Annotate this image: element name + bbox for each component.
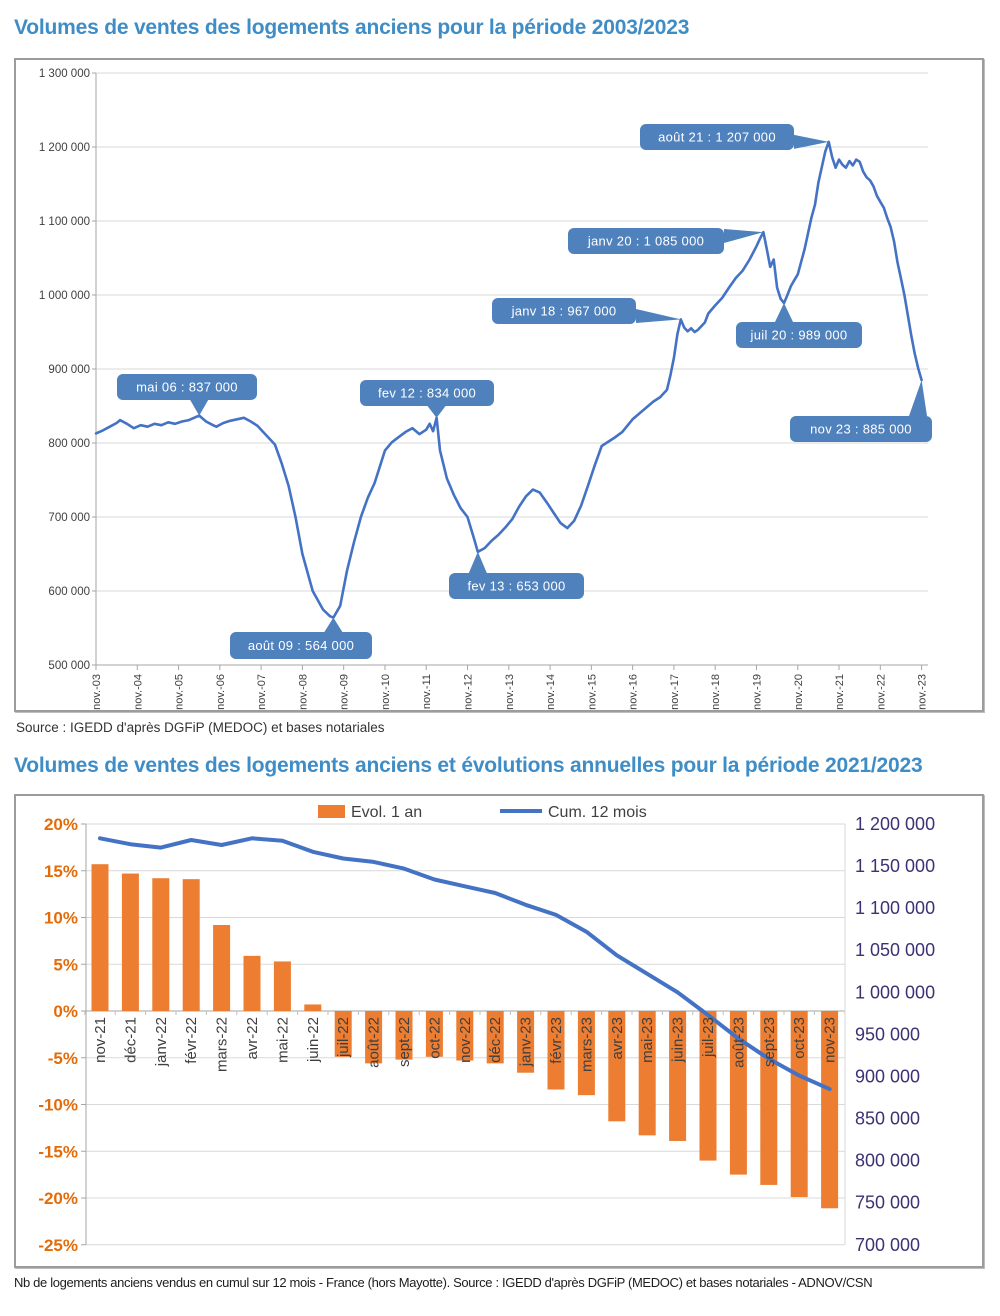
chart1-xtick: nov.-09 <box>338 674 351 710</box>
chart2-legend <box>318 804 647 821</box>
chart2-frame <box>14 794 984 1268</box>
bar-févr-22 <box>183 879 200 1011</box>
chart2-xtick: févr-23 <box>548 1017 565 1064</box>
callout-label: mai 06 : 837 000 <box>136 379 238 395</box>
callout-pointer <box>324 618 342 632</box>
bar-avr-22 <box>244 956 261 1011</box>
callout-label: août 21 : 1 207 000 <box>658 129 776 145</box>
chart2-left-tick: 15% <box>43 861 78 881</box>
chart2-xtick: juin-22 <box>304 1017 322 1063</box>
chart1-callout <box>449 552 584 599</box>
chart1-xtick: nov.-06 <box>214 674 227 710</box>
chart1-annotations <box>117 124 932 659</box>
chart2-right-tick: 700 000 <box>855 1234 921 1255</box>
chart1-ytick: 500 000 <box>48 660 90 672</box>
chart2-left-tick: -20% <box>38 1189 78 1208</box>
chart2-category-labels <box>92 1017 839 1072</box>
chart1-callout <box>790 380 932 442</box>
chart2-right-tick: 1 000 000 <box>855 982 936 1003</box>
chart2-xtick: juil-22 <box>335 1017 353 1058</box>
chart2-xtick: mars-23 <box>578 1017 596 1073</box>
bar-nov-21 <box>92 864 109 1011</box>
chart2-left-tick: -25% <box>38 1235 78 1255</box>
callout-label: janv 20 : 1 085 000 <box>587 233 705 249</box>
chart2-xtick: juil-23 <box>700 1017 717 1058</box>
chart2-xtick: août-23 <box>730 1017 748 1068</box>
callout-pointer <box>909 380 927 416</box>
chart2-right-tick: 1 100 000 <box>855 898 936 919</box>
chart2-title: Volumes de ventes des logements anciens et évolutions annuelles pour la période 2021/2023 <box>14 754 923 777</box>
legend-label-cum: Cum. 12 mois <box>548 804 647 821</box>
chart1-xtick: nov.-22 <box>875 674 888 710</box>
legend-label-evol: Evol. 1 an <box>351 804 423 821</box>
bar-juin-22 <box>304 1004 321 1011</box>
chart1-xtick: nov.-18 <box>710 674 723 710</box>
chart1-source: Source : IGEDD d'après DGFiP (MEDOC) et bases notariales <box>16 720 385 735</box>
chart2-right-tick: 850 000 <box>855 1108 921 1129</box>
chart2-right-tick: 950 000 <box>855 1024 921 1045</box>
chart2-xtick: déc-22 <box>487 1017 505 1063</box>
chart2-xtick: déc-21 <box>122 1017 140 1063</box>
chart1-ytick: 900 000 <box>48 364 90 376</box>
chart2-left-tick: -5% <box>47 1048 78 1068</box>
chart2-canvas <box>16 796 982 1266</box>
callout-label: janv 18 : 967 000 <box>511 303 617 319</box>
callout-label: août 09 : 564 000 <box>247 638 355 654</box>
chart1-xtick: nov.-08 <box>297 674 310 710</box>
chart1-ytick: 600 000 <box>48 586 90 598</box>
chart2-xtick: nov-21 <box>92 1017 109 1063</box>
chart2-left-tick: 10% <box>43 908 78 928</box>
chart1-xtick: nov.-05 <box>173 674 186 710</box>
chart1-ytick: 800 000 <box>48 438 90 450</box>
chart1-xtick: nov.-16 <box>627 674 640 710</box>
chart1-xtick: nov.-11 <box>421 674 434 710</box>
chart1-callout <box>568 228 763 254</box>
chart1-xtick: nov.-10 <box>379 674 392 710</box>
chart1-xtick: nov.-14 <box>545 674 558 710</box>
chart1-callout <box>492 298 681 324</box>
chart1-xtick: nov.-12 <box>462 674 475 710</box>
bar-mai-22 <box>274 961 291 1011</box>
callout-pointer <box>724 229 763 243</box>
chart1-callout <box>360 380 494 418</box>
callout-pointer <box>636 309 681 323</box>
bar-mars-22 <box>213 925 230 1011</box>
chart2-right-tick: 1 150 000 <box>855 856 936 877</box>
callout-pointer <box>469 552 487 573</box>
callout-pointer <box>775 303 793 322</box>
chart1-xtick: nov.-19 <box>751 674 764 710</box>
chart2-xtick: sept-22 <box>396 1017 413 1068</box>
chart1-frame <box>14 58 984 712</box>
chart2-left-tick: 20% <box>43 815 78 834</box>
chart1-xtick: nov.-04 <box>132 674 145 710</box>
chart1-ytick: 1 200 000 <box>38 142 90 154</box>
chart2-left-axis <box>38 815 86 1255</box>
chart2-xtick: nov-22 <box>456 1017 474 1063</box>
chart1-xtick: nov.-23 <box>916 674 929 710</box>
chart2-xtick: avr-22 <box>244 1017 261 1060</box>
chart2-xtick: avr-23 <box>608 1017 626 1060</box>
chart2-xtick: août-22 <box>365 1017 383 1068</box>
callout-label: nov 23 : 885 000 <box>810 421 912 437</box>
chart2-left-tick: -15% <box>38 1142 78 1162</box>
chart1-xtick: nov.-07 <box>256 674 269 710</box>
chart2-left-tick: 0% <box>53 1002 78 1021</box>
legend-swatch-evol-icon <box>318 805 345 818</box>
chart2-xtick: mai-23 <box>639 1017 657 1063</box>
chart1-callout <box>230 618 372 659</box>
chart2-xtick: janv-23 <box>517 1017 535 1067</box>
chart2-xtick: juin-23 <box>669 1017 687 1063</box>
chart2-xtick: mai-22 <box>274 1017 292 1063</box>
chart2-right-tick: 1 200 000 <box>855 814 936 834</box>
chart1-callout <box>736 303 862 348</box>
chart2-xtick: janv-22 <box>152 1017 170 1067</box>
bar-janv-22 <box>152 878 169 1011</box>
chart1-xtick: nov.-17 <box>668 674 681 710</box>
chart2-right-tick: 900 000 <box>855 1066 921 1087</box>
chart2-xtick: mars-22 <box>213 1017 231 1073</box>
chart1-callout <box>117 374 257 416</box>
callout-label: fev 12 : 834 000 <box>377 385 477 401</box>
chart1-ytick: 700 000 <box>48 512 90 524</box>
chart1-xtick: nov.-21 <box>834 674 847 710</box>
chart2-right-tick: 800 000 <box>855 1150 921 1171</box>
chart1-callout <box>640 124 829 150</box>
callout-pointer <box>190 400 208 416</box>
chart1-xtick: nov.-20 <box>792 674 805 710</box>
callout-pointer <box>428 406 446 418</box>
chart1-xtick: nov.-03 <box>91 674 103 710</box>
chart2-right-tick: 750 000 <box>855 1192 921 1213</box>
bar-déc-21 <box>122 874 139 1011</box>
chart2-xtick: sept-23 <box>760 1017 778 1068</box>
chart2-left-tick: 5% <box>53 955 78 975</box>
chart1-canvas <box>16 60 982 710</box>
chart2-caption: Nb de logements anciens vendus en cumul sur 12 mois - France (hors Mayotte). Source : IGEDD d'après DGFiP (MEDOC) et bases notariales - ADNOV/CSN <box>14 1275 873 1290</box>
chart1-ytick: 1 100 000 <box>38 216 90 228</box>
chart2-xtick: nov-23 <box>821 1017 839 1063</box>
chart1-ytick: 1 000 000 <box>38 290 90 302</box>
chart1-xtick: nov.-15 <box>586 674 599 710</box>
chart2-xtick: oct-23 <box>791 1017 809 1059</box>
chart2-right-axis <box>845 814 935 1255</box>
callout-label: fev 13 : 653 000 <box>467 578 566 594</box>
chart2-xtick: oct-22 <box>426 1017 444 1059</box>
chart2-left-tick: -10% <box>38 1095 78 1115</box>
chart2-right-tick: 1 050 000 <box>855 940 936 961</box>
chart1-xtick: nov.-13 <box>503 674 516 710</box>
chart1-ytick: 1 300 000 <box>38 68 90 80</box>
chart1-title: Volumes de ventes des logements anciens pour la période 2003/2023 <box>14 16 690 39</box>
chart2-xtick: févr-22 <box>183 1017 201 1064</box>
callout-label: juil 20 : 989 000 <box>750 327 848 343</box>
